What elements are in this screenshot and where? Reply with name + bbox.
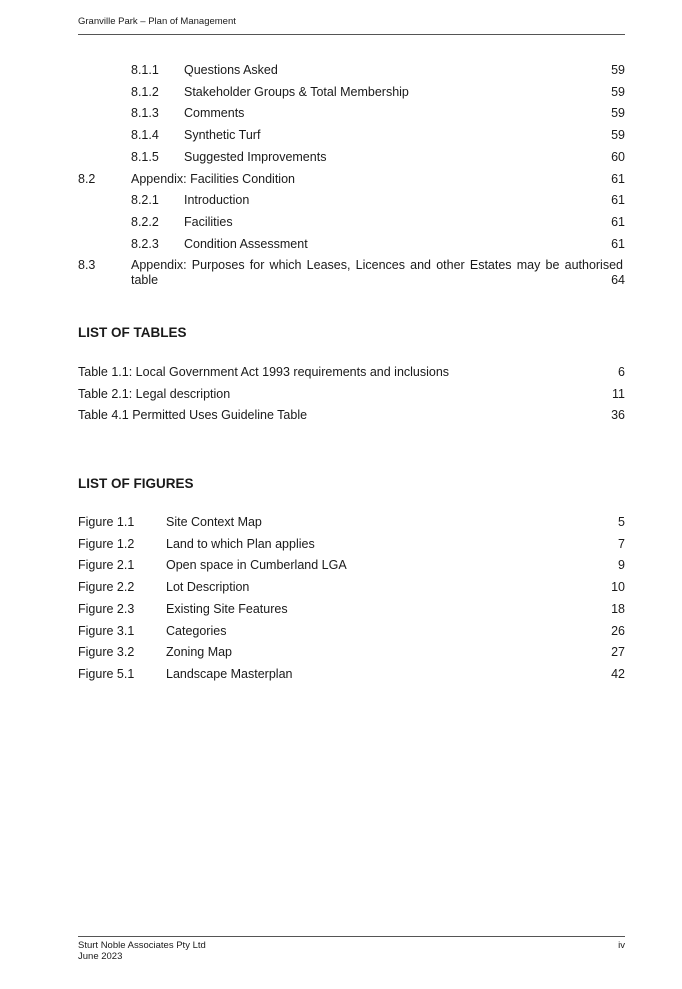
toc-title-line-2: table (131, 273, 159, 287)
toc-title: Comments (184, 106, 245, 120)
toc-number: 8.1.4 (131, 128, 159, 142)
list-of-tables-heading: LIST OF TABLES (78, 325, 187, 340)
figure-label: Figure 1.1 (78, 515, 135, 529)
toc-title: Stakeholder Groups & Total Membership (184, 85, 409, 99)
figure-page: 10 (611, 580, 625, 594)
figure-title: Lot Description (166, 580, 250, 594)
figure-title: Categories (166, 624, 227, 638)
figure-title: Zoning Map (166, 645, 233, 659)
document-title: Granville Park – Plan of Management (78, 16, 236, 27)
figure-title: Open space in Cumberland LGA (166, 558, 347, 572)
toc-number: 8.2.3 (131, 237, 159, 251)
toc-number: 8.1.5 (131, 150, 159, 164)
figure-page: 18 (611, 602, 625, 616)
figure-title: Landscape Masterplan (166, 667, 293, 681)
toc-page: 59 (611, 128, 625, 142)
toc-title: Questions Asked (184, 63, 278, 77)
toc-title: Facilities (184, 215, 233, 229)
toc-page: 61 (611, 215, 625, 229)
toc-page: 61 (611, 237, 625, 251)
table-page: 36 (611, 408, 625, 422)
footer-date: June 2023 (78, 951, 123, 962)
toc-title-line-1: Appendix: Purposes for which Leases, Licences and other Estates may be authorised (131, 258, 623, 272)
toc-number: 8.2 (78, 172, 96, 186)
table-page: 6 (618, 365, 625, 379)
toc-title: Introduction (184, 193, 250, 207)
list-of-figures-heading: LIST OF FIGURES (78, 476, 194, 491)
table-page: 11 (612, 387, 625, 401)
toc-number: 8.1.1 (131, 63, 159, 77)
footer-page-number: iv (618, 940, 625, 951)
table-title: Table 2.1: Legal description (78, 387, 231, 401)
toc-page: 64 (611, 273, 625, 287)
figure-title: Existing Site Features (166, 602, 288, 616)
footer-company: Sturt Noble Associates Pty Ltd (78, 940, 206, 951)
toc-page: 59 (611, 85, 625, 99)
figure-page: 42 (611, 667, 625, 681)
toc-page: 61 (611, 193, 625, 207)
figure-label: Figure 2.1 (78, 558, 135, 572)
figure-label: Figure 3.1 (78, 624, 135, 638)
toc-page: 59 (611, 63, 625, 77)
toc-title: Appendix: Facilities Condition (131, 172, 295, 186)
toc-title: Suggested Improvements (184, 150, 327, 164)
figure-page: 7 (618, 537, 625, 551)
toc-title: Condition Assessment (184, 237, 308, 251)
figure-label: Figure 2.2 (78, 580, 135, 594)
toc-page: 60 (611, 150, 625, 164)
toc-page: 61 (611, 172, 625, 186)
table-title: Table 4.1 Permitted Uses Guideline Table (78, 408, 308, 422)
figure-title: Site Context Map (166, 515, 262, 529)
toc-number: 8.2.2 (131, 215, 159, 229)
page-footer (78, 936, 625, 962)
toc-title: Synthetic Turf (184, 128, 261, 142)
figure-title: Land to which Plan applies (166, 537, 315, 551)
figure-label: Figure 5.1 (78, 667, 135, 681)
toc-number: 8.1.2 (131, 85, 159, 99)
toc-number: 8.1.3 (131, 106, 159, 120)
figure-page: 26 (611, 624, 625, 638)
figure-page: 9 (618, 558, 625, 572)
figure-label: Figure 1.2 (78, 537, 135, 551)
toc-page: 59 (611, 106, 625, 120)
figure-page: 27 (611, 645, 625, 659)
page-header (78, 16, 625, 35)
figure-label: Figure 2.3 (78, 602, 135, 616)
toc-number: 8.3 (78, 258, 96, 272)
table-title: Table 1.1: Local Government Act 1993 requirements and inclusions (78, 365, 450, 379)
figure-page: 5 (618, 515, 625, 529)
toc-number: 8.2.1 (131, 193, 159, 207)
figure-label: Figure 3.2 (78, 645, 135, 659)
